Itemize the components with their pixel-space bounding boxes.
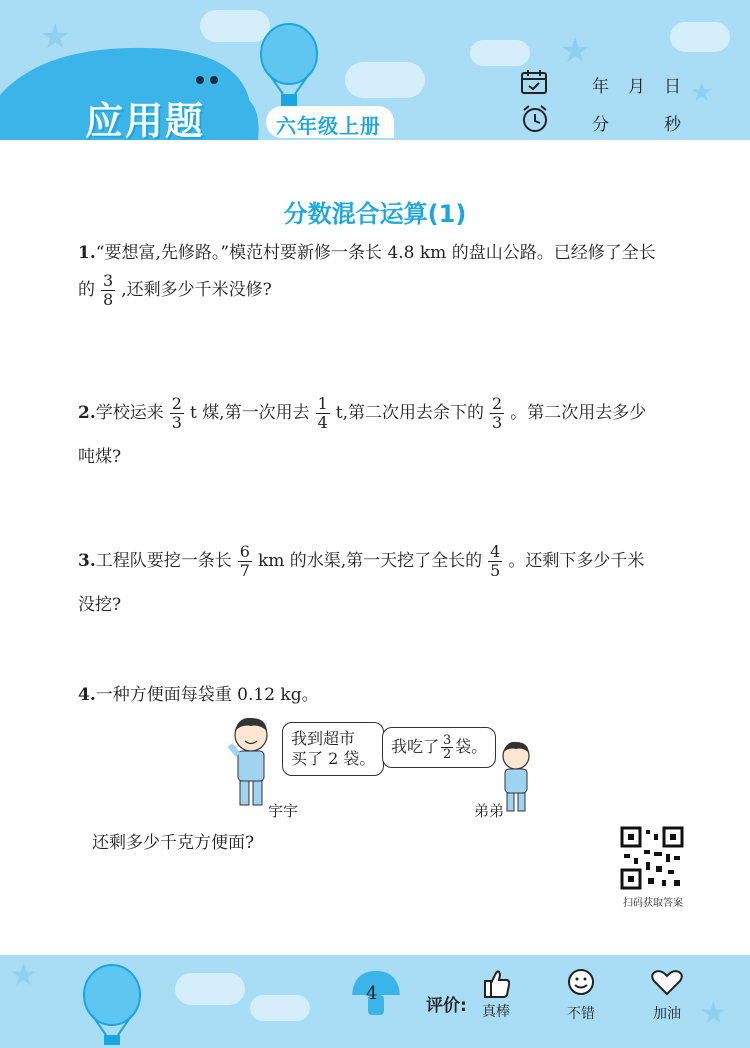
problem-text: 一种方便面每袋重 0.12 kg。	[95, 685, 319, 705]
alarm-clock-icon	[520, 104, 550, 134]
problem-4-question: 还剩多少千克方便面?	[92, 833, 255, 853]
problem-2-line-1	[78, 395, 646, 432]
header-band	[0, 0, 750, 140]
day-label: 日	[664, 77, 681, 97]
year-label: 年	[592, 77, 609, 97]
bubble-text: 我到超市	[291, 729, 356, 748]
problem-number: 2.	[78, 403, 96, 423]
smiley-icon	[566, 967, 596, 997]
cloud-decoration	[345, 62, 425, 98]
problem-4-line-1	[78, 684, 319, 706]
hot-air-balloon-icon	[255, 22, 325, 112]
problem-text: km 的水渠,第一天挖了全长的	[257, 551, 483, 571]
fraction: $\frac{3}{2}$	[443, 733, 452, 762]
star-icon: ★	[40, 17, 71, 57]
book-title: 应用题	[85, 99, 206, 140]
fraction: $\frac{6}{7}$	[239, 542, 250, 580]
problem-number: 4.	[78, 685, 96, 705]
problem-text: t 煤,第一次用去	[189, 403, 310, 423]
fraction: $\frac{4}{5}$	[490, 542, 501, 580]
problem-number: 3.	[78, 551, 96, 571]
speech-bubble-brother	[382, 727, 496, 768]
boy-yuyu-illustration	[226, 715, 276, 810]
star-icon: ★	[690, 78, 714, 108]
page-number: 4	[366, 983, 378, 1004]
fraction: $\frac{2}{3}$	[171, 394, 182, 432]
speech-bubble-yuyu	[282, 722, 384, 776]
problem-1-line-2	[78, 272, 272, 309]
name-brother: 弟弟	[474, 802, 505, 820]
section-title: 分数混合运算(1)	[283, 200, 467, 228]
rating-good[interactable]: 不错	[567, 1006, 595, 1022]
cloud-decoration	[175, 973, 245, 1005]
cloud-decoration	[670, 22, 730, 52]
month-label: 月	[628, 77, 645, 97]
problem-text: 工程队要挖一条长	[95, 551, 232, 571]
bubble-text: 买了 2 袋。	[291, 749, 376, 768]
grade-label: 六年级上册	[276, 114, 381, 138]
problem-3-line-1	[78, 543, 644, 580]
problem-text: “要想富,先修路。”模范村要新修一条长 4.8 km 的盘山公路。已经修了全长	[95, 243, 656, 263]
rating-keep-going[interactable]: 加油	[653, 1006, 681, 1022]
problem-text: 学校运来	[95, 403, 164, 423]
qr-caption: 扫码获取答案	[623, 898, 683, 909]
problem-text: 的	[78, 280, 95, 300]
rating-great[interactable]: 真棒	[482, 1004, 510, 1020]
cloud-decoration	[470, 40, 530, 66]
star-icon: ★	[10, 958, 37, 993]
hot-air-balloon-icon	[78, 963, 148, 1048]
bubble-text: 袋。	[455, 737, 488, 756]
evaluation-label: 评价:	[426, 996, 467, 1016]
problem-number: 1.	[78, 243, 96, 263]
bubble-text: 我吃了	[391, 737, 440, 756]
problem-text: 。还剩下多少千米	[508, 551, 645, 571]
fraction: $\frac{2}{3}$	[492, 394, 503, 432]
star-icon: ★	[560, 31, 591, 71]
problem-text: 。第二次用去多少	[510, 403, 647, 423]
problem-2-line-2: 吨煤?	[78, 447, 122, 467]
footer-band	[0, 955, 750, 1048]
heart-icon	[650, 969, 684, 997]
problem-3-line-2: 没挖?	[78, 595, 122, 615]
cloud-decoration	[250, 995, 310, 1021]
problem-text: t,第二次用去余下的	[335, 403, 485, 423]
fraction: $\frac{1}{4}$	[317, 394, 328, 432]
qr-code-icon	[620, 826, 684, 890]
minute-label: 分	[592, 115, 609, 135]
name-yuyu: 宇宇	[268, 802, 299, 820]
star-icon: ★	[700, 996, 727, 1031]
second-label: 秒	[664, 115, 681, 135]
calendar-icon	[520, 68, 550, 96]
problem-text: ,还剩多少千米没修?	[121, 280, 272, 300]
thumbs-up-icon	[480, 965, 510, 999]
problem-1-line-1	[78, 242, 656, 264]
fraction: $\frac{3}{8}$	[103, 271, 114, 309]
